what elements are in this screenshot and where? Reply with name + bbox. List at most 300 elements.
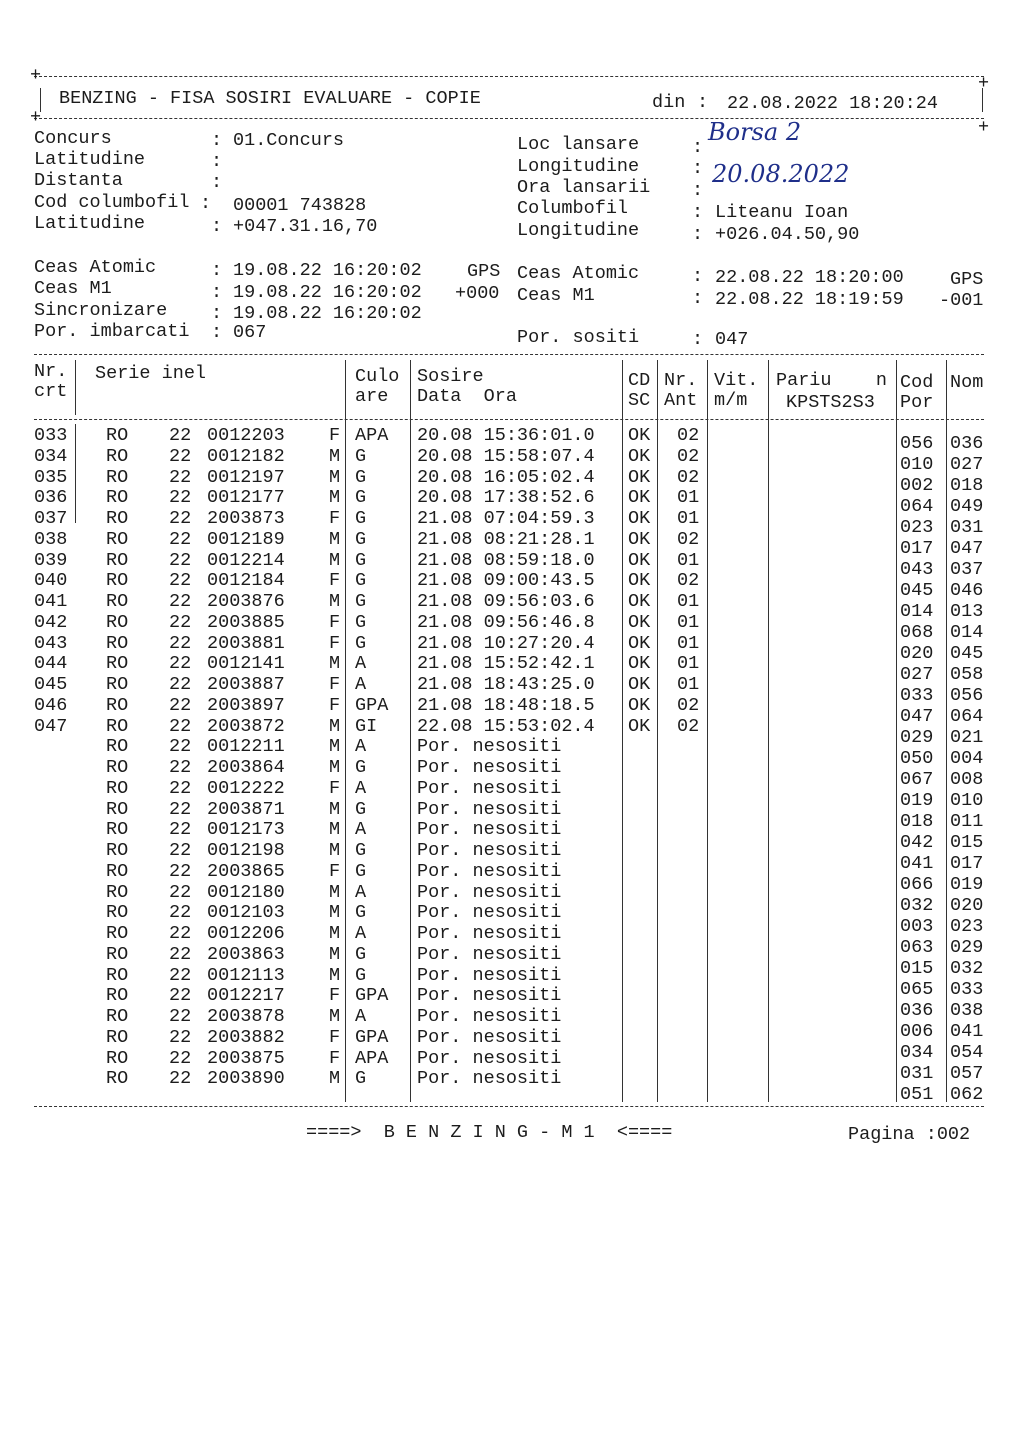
cell-arrival: 21.08 09:00:43.5: [417, 570, 595, 592]
cell-ring: 0012217: [207, 985, 285, 1007]
cell-arrival: 21.08 10:27:20.4: [417, 632, 595, 654]
colon: :: [697, 92, 709, 113]
ora-lansarii-label: Ora lansarii: [517, 177, 651, 198]
cell-color: G: [355, 528, 367, 550]
cell-arrival: Por. nesositi: [417, 1006, 562, 1027]
cell-arrival: 21.08 08:21:28.1: [417, 528, 595, 550]
cell-yr: 22: [169, 881, 192, 903]
cell-nom: 014: [950, 622, 984, 643]
cell-cod: 065: [900, 979, 934, 1000]
colon: :: [211, 216, 223, 237]
col-divider: [75, 360, 76, 415]
cell-nom: 041: [950, 1021, 984, 1042]
loc-lansare-label: Loc lansare: [517, 134, 640, 155]
sincronizare-label: Sincronizare: [34, 300, 168, 321]
cell-color: GPA: [355, 694, 389, 716]
cell-ro: RO: [106, 508, 129, 529]
cell-sex: M: [329, 715, 341, 737]
cell-yr: 22: [169, 1068, 192, 1090]
cell-ant: 02: [677, 694, 700, 716]
longitudine2-label: Longitudine: [517, 220, 640, 241]
cell-nom: 010: [950, 790, 984, 811]
cell-sex: M: [329, 923, 341, 944]
cell-nr: 038: [34, 528, 68, 550]
imbarcati-label: Por. imbarcati: [34, 321, 190, 342]
cell-color: G: [355, 840, 367, 861]
header-cod: Cod: [900, 372, 934, 393]
colon: :: [692, 137, 704, 158]
concurs-value: 01.Concurs: [233, 130, 345, 151]
colon: :: [692, 180, 704, 201]
cell-color: G: [355, 466, 367, 488]
corner-plus: +: [30, 107, 42, 128]
cell-color: APA: [355, 1047, 389, 1069]
corner-plus: +: [978, 73, 990, 94]
cell-cd: OK: [628, 445, 651, 467]
cell-nr: 035: [34, 466, 68, 488]
cell-nom: 031: [950, 517, 984, 538]
cell-yr: 22: [169, 985, 192, 1007]
cell-nom: 033: [950, 979, 984, 1000]
cell-ro: RO: [106, 1026, 129, 1048]
header-por: Por: [900, 392, 934, 413]
ceas-atomic-label: Ceas Atomic: [34, 257, 157, 278]
cell-ro: RO: [106, 1068, 129, 1090]
cell-arrival: Por. nesositi: [417, 757, 562, 778]
colon: :: [692, 202, 704, 223]
cell-nom: 054: [950, 1042, 984, 1063]
header-sc: SC: [628, 390, 651, 411]
cell-cod: 018: [900, 811, 934, 832]
cell-color: G: [355, 570, 367, 592]
cell-arrival: 20.08 15:58:07.4: [417, 445, 595, 467]
cell-sex: M: [329, 881, 341, 903]
col-divider: [768, 360, 769, 1102]
colon: :: [692, 288, 704, 309]
page-number: Pagina :002: [848, 1124, 971, 1145]
cell-yr: 22: [169, 694, 192, 716]
cell-nom: 047: [950, 538, 984, 559]
cell-yr: 22: [169, 1026, 192, 1048]
cell-nom: 004: [950, 748, 984, 769]
cell-ro: RO: [106, 943, 129, 965]
cell-nom: 032: [950, 958, 984, 979]
cell-color: G: [355, 798, 367, 820]
colon: :: [200, 193, 212, 214]
header-serie: Serie inel: [95, 363, 207, 384]
cell-yr: 22: [169, 736, 192, 758]
cell-color: A: [355, 736, 367, 758]
cell-sex: M: [329, 653, 341, 675]
cell-ring: 0012113: [207, 964, 285, 986]
cell-cd: OK: [628, 528, 651, 550]
cell-color: GPA: [355, 1026, 389, 1048]
ceas-atomic-suffix: GPS: [467, 261, 501, 282]
cell-arrival: Por. nesositi: [417, 736, 562, 758]
cell-arrival: 21.08 09:56:03.6: [417, 591, 595, 612]
cell-ro: RO: [106, 549, 129, 571]
cell-sex: M: [329, 528, 341, 550]
cell-ro: RO: [106, 1006, 129, 1027]
cell-nr: 033: [34, 425, 68, 446]
cell-color: G: [355, 943, 367, 965]
cell-ring: 0012198: [207, 840, 285, 861]
cell-nom: 045: [950, 643, 984, 664]
date-label: din: [652, 92, 686, 113]
latitudine2-value: +047.31.16,70: [233, 216, 378, 237]
cell-cd: OK: [628, 632, 651, 654]
cell-cod: 067: [900, 769, 934, 790]
cell-ro: RO: [106, 1047, 129, 1069]
col-divider: [75, 424, 76, 523]
cell-cd: OK: [628, 591, 651, 612]
cell-yr: 22: [169, 840, 192, 861]
cell-nr: 037: [34, 508, 68, 529]
cell-ant: 02: [677, 715, 700, 737]
cell-yr: 22: [169, 819, 192, 841]
cell-arrival: 22.08 15:53:02.4: [417, 715, 595, 737]
cell-color: G: [355, 508, 367, 529]
colon: :: [211, 282, 223, 303]
cell-ro: RO: [106, 653, 129, 675]
cell-sex: M: [329, 943, 341, 965]
cell-arrival: 21.08 18:43:25.0: [417, 674, 595, 695]
cell-nr: 042: [34, 611, 68, 633]
cell-sex: M: [329, 1068, 341, 1090]
cell-ro: RO: [106, 819, 129, 841]
cell-yr: 22: [169, 653, 192, 675]
cell-nr: 044: [34, 653, 68, 675]
cell-yr: 22: [169, 528, 192, 550]
cell-cod: 010: [900, 454, 934, 475]
cell-ant: 01: [677, 653, 700, 675]
cell-ring: 0012141: [207, 653, 285, 675]
imbarcati-value: 067: [233, 322, 267, 343]
cell-sex: F: [329, 611, 341, 633]
cell-cod: 023: [900, 517, 934, 538]
cell-nom: 062: [950, 1084, 984, 1105]
cell-sex: M: [329, 902, 341, 924]
cell-nr: 047: [34, 715, 68, 737]
ceas-m1-value: 19.08.22 16:20:02: [233, 282, 422, 303]
header-nom: Nom: [950, 372, 984, 393]
cell-yr: 22: [169, 611, 192, 633]
cell-sex: F: [329, 694, 341, 716]
cell-ant: 02: [677, 570, 700, 592]
cell-cod: 020: [900, 643, 934, 664]
cell-yr: 22: [169, 777, 192, 799]
cell-yr: 22: [169, 798, 192, 820]
cell-cod: 036: [900, 1000, 934, 1021]
table-header-rule: [34, 419, 984, 420]
cell-ring: 2003890: [207, 1068, 285, 1090]
cell-color: A: [355, 777, 367, 799]
cell-ro: RO: [106, 487, 129, 509]
cell-arrival: Por. nesositi: [417, 798, 562, 820]
cell-arrival: 21.08 07:04:59.3: [417, 508, 595, 529]
cell-ant: 01: [677, 611, 700, 633]
cell-ring: 2003897: [207, 694, 285, 716]
colon: :: [211, 260, 223, 281]
cell-sex: F: [329, 985, 341, 1007]
cell-ring: 0012184: [207, 570, 285, 592]
cell-cod: 033: [900, 685, 934, 706]
cell-color: G: [355, 487, 367, 509]
cell-ro: RO: [106, 715, 129, 737]
cell-yr: 22: [169, 902, 192, 924]
cell-yr: 22: [169, 632, 192, 654]
cell-color: GI: [355, 715, 378, 737]
colon: :: [211, 130, 223, 151]
cell-cod: 003: [900, 916, 934, 937]
report-title: BENZING - FISA SOSIRI EVALUARE - COPIE: [59, 88, 481, 109]
cell-ring: 2003876: [207, 591, 285, 612]
cell-yr: 22: [169, 674, 192, 695]
cell-ring: 2003863: [207, 943, 285, 965]
cell-ring: 2003873: [207, 508, 285, 529]
cell-color: GPA: [355, 985, 389, 1007]
cell-cod: 015: [900, 958, 934, 979]
cell-color: APA: [355, 425, 389, 446]
cell-sex: F: [329, 508, 341, 529]
header-data-ora: Data Ora: [417, 386, 517, 407]
header-pariu: Pariu n: [776, 370, 888, 391]
cell-arrival: 21.08 08:59:18.0: [417, 549, 595, 571]
cell-color: G: [355, 591, 367, 612]
cell-ant: 01: [677, 632, 700, 654]
cell-ro: RO: [106, 736, 129, 758]
latitudine-label: Latitudine: [34, 149, 146, 170]
cell-ro: RO: [106, 425, 129, 446]
cell-yr: 22: [169, 466, 192, 488]
cell-color: A: [355, 653, 367, 675]
cod-columbofil-label: Cod columbofil: [34, 192, 190, 213]
cod-columbofil-value: 00001 743828: [233, 195, 367, 216]
cell-arrival: Por. nesositi: [417, 1047, 562, 1069]
cell-nom: 023: [950, 916, 984, 937]
cell-ro: RO: [106, 674, 129, 695]
header-culo: Culo: [355, 366, 400, 387]
ceas-m12-label: Ceas M1: [517, 285, 595, 306]
cell-sex: M: [329, 757, 341, 778]
longitudine2-value: +026.04.50,90: [715, 224, 860, 245]
cell-sex: F: [329, 425, 341, 446]
cell-arrival: 21.08 09:56:46.8: [417, 611, 595, 633]
cell-cod: 050: [900, 748, 934, 769]
cell-ring: 2003887: [207, 674, 285, 695]
cell-cod: 064: [900, 496, 934, 517]
cell-ro: RO: [106, 881, 129, 903]
cell-nom: 038: [950, 1000, 984, 1021]
cell-nom: 018: [950, 475, 984, 496]
sositi-label: Por. sositi: [517, 327, 640, 348]
cell-cod: 029: [900, 727, 934, 748]
cell-color: G: [355, 860, 367, 882]
cell-nom: 064: [950, 706, 984, 727]
cell-ant: 01: [677, 508, 700, 529]
header-kpsts: KPSTS2S3: [786, 392, 875, 413]
cell-sex: M: [329, 819, 341, 841]
cell-sex: M: [329, 840, 341, 861]
cell-sex: M: [329, 487, 341, 509]
header-crt: crt: [34, 381, 68, 402]
cell-yr: 22: [169, 445, 192, 467]
cell-ring: 2003872: [207, 715, 285, 737]
cell-arrival: Por. nesositi: [417, 1026, 562, 1048]
cell-nr: 039: [34, 549, 68, 571]
cell-ring: 2003864: [207, 757, 285, 778]
cell-cod: 031: [900, 1063, 934, 1084]
cell-cod: 006: [900, 1021, 934, 1042]
cell-ant: 02: [677, 466, 700, 488]
cell-cod: 063: [900, 937, 934, 958]
cell-ring: 0012197: [207, 466, 285, 488]
cell-ro: RO: [106, 694, 129, 716]
ceas-atomic2-label: Ceas Atomic: [517, 263, 640, 284]
cell-color: G: [355, 549, 367, 571]
cell-cod: 027: [900, 664, 934, 685]
cell-color: G: [355, 632, 367, 654]
cell-color: G: [355, 1068, 367, 1090]
cell-cod: 051: [900, 1084, 934, 1105]
cell-arrival: Por. nesositi: [417, 923, 562, 944]
header-sosire: Sosire: [417, 366, 484, 387]
cell-sex: M: [329, 445, 341, 467]
cell-cod: 056: [900, 433, 934, 454]
cell-nr: 040: [34, 570, 68, 592]
cell-ring: 2003882: [207, 1026, 285, 1048]
corner-plus: +: [978, 117, 990, 138]
cell-ant: 02: [677, 528, 700, 550]
cell-yr: 22: [169, 487, 192, 509]
loc-lansare-handwritten: Borsa 2: [708, 118, 802, 146]
cell-yr: 22: [169, 549, 192, 571]
cell-yr: 22: [169, 964, 192, 986]
cell-nom: 011: [950, 811, 984, 832]
release-date-handwritten: 20.08.2022: [712, 160, 850, 188]
cell-yr: 22: [169, 943, 192, 965]
cell-sex: F: [329, 674, 341, 695]
cell-ro: RO: [106, 632, 129, 654]
ceas-m1-label: Ceas M1: [34, 278, 112, 299]
cell-ro: RO: [106, 570, 129, 592]
cell-cod: 034: [900, 1042, 934, 1063]
cell-ro: RO: [106, 757, 129, 778]
latitudine2-label: Latitudine: [34, 213, 146, 234]
cell-ring: 0012103: [207, 902, 285, 924]
cell-ring: 2003881: [207, 632, 285, 654]
col-divider: [707, 360, 708, 1102]
cell-sex: M: [329, 1006, 341, 1027]
header-nr: Nr.: [34, 361, 68, 382]
cell-nom: 019: [950, 874, 984, 895]
cell-nom: 036: [950, 433, 984, 454]
report-datetime: 22.08.2022 18:20:24: [727, 93, 938, 114]
cell-ring: 2003875: [207, 1047, 285, 1069]
cell-yr: 22: [169, 757, 192, 778]
cell-ro: RO: [106, 923, 129, 944]
cell-ro: RO: [106, 611, 129, 633]
cell-cd: OK: [628, 611, 651, 633]
cell-nom: 049: [950, 496, 984, 517]
cell-cod: 066: [900, 874, 934, 895]
cell-color: G: [355, 964, 367, 986]
header-mm: m/m: [714, 390, 748, 411]
col-divider: [657, 360, 658, 1102]
cell-yr: 22: [169, 1047, 192, 1069]
colon: :: [211, 172, 223, 193]
colon: :: [692, 266, 704, 287]
cell-cd: OK: [628, 694, 651, 716]
cell-yr: 22: [169, 570, 192, 592]
cell-sex: M: [329, 798, 341, 820]
cell-cd: OK: [628, 570, 651, 592]
cell-cd: OK: [628, 508, 651, 529]
cell-yr: 22: [169, 591, 192, 612]
cell-cd: OK: [628, 674, 651, 695]
cell-nom: 017: [950, 853, 984, 874]
cell-nom: 020: [950, 895, 984, 916]
cell-nom: 027: [950, 454, 984, 475]
cell-color: A: [355, 819, 367, 841]
header-vit: Vit.: [714, 370, 759, 391]
cell-arrival: 20.08 16:05:02.4: [417, 466, 595, 488]
colon: :: [211, 322, 223, 343]
cell-arrival: Por. nesositi: [417, 881, 562, 903]
cell-yr: 22: [169, 425, 192, 446]
cell-ring: 2003871: [207, 798, 285, 820]
colon: :: [692, 329, 704, 350]
cell-sex: F: [329, 1047, 341, 1069]
cell-nom: 021: [950, 727, 984, 748]
header-are: are: [355, 386, 389, 407]
cell-cod: 014: [900, 601, 934, 622]
cell-nom: 056: [950, 685, 984, 706]
cell-sex: M: [329, 736, 341, 758]
cell-arrival: Por. nesositi: [417, 840, 562, 861]
sincronizare-value: 19.08.22 16:20:02: [233, 303, 422, 324]
cell-color: A: [355, 1006, 367, 1027]
cell-ro: RO: [106, 466, 129, 488]
cell-cod: 045: [900, 580, 934, 601]
cell-ring: 0012182: [207, 445, 285, 467]
cell-yr: 22: [169, 923, 192, 944]
cell-ro: RO: [106, 985, 129, 1007]
cell-color: G: [355, 611, 367, 633]
cell-arrival: Por. nesositi: [417, 985, 562, 1007]
cell-sex: M: [329, 466, 341, 488]
table-top-rule: [34, 354, 984, 355]
cell-ant: 01: [677, 549, 700, 571]
header-nr-ant: Nr.: [664, 370, 698, 391]
cell-ro: RO: [106, 798, 129, 820]
cell-arrival: 20.08 15:36:01.0: [417, 425, 595, 446]
cell-nom: 037: [950, 559, 984, 580]
cell-arrival: 21.08 18:48:18.5: [417, 694, 595, 716]
cell-ro: RO: [106, 964, 129, 986]
colon: :: [692, 224, 704, 245]
cell-ant: 02: [677, 425, 700, 446]
cell-sex: F: [329, 777, 341, 799]
cell-yr: 22: [169, 715, 192, 737]
cell-nr: 046: [34, 694, 68, 716]
cell-ring: 2003878: [207, 1006, 285, 1027]
cell-ro: RO: [106, 591, 129, 612]
col-divider: [946, 360, 947, 1102]
cell-cod: 068: [900, 622, 934, 643]
cell-arrival: Por. nesositi: [417, 860, 562, 882]
cell-ant: 01: [677, 487, 700, 509]
